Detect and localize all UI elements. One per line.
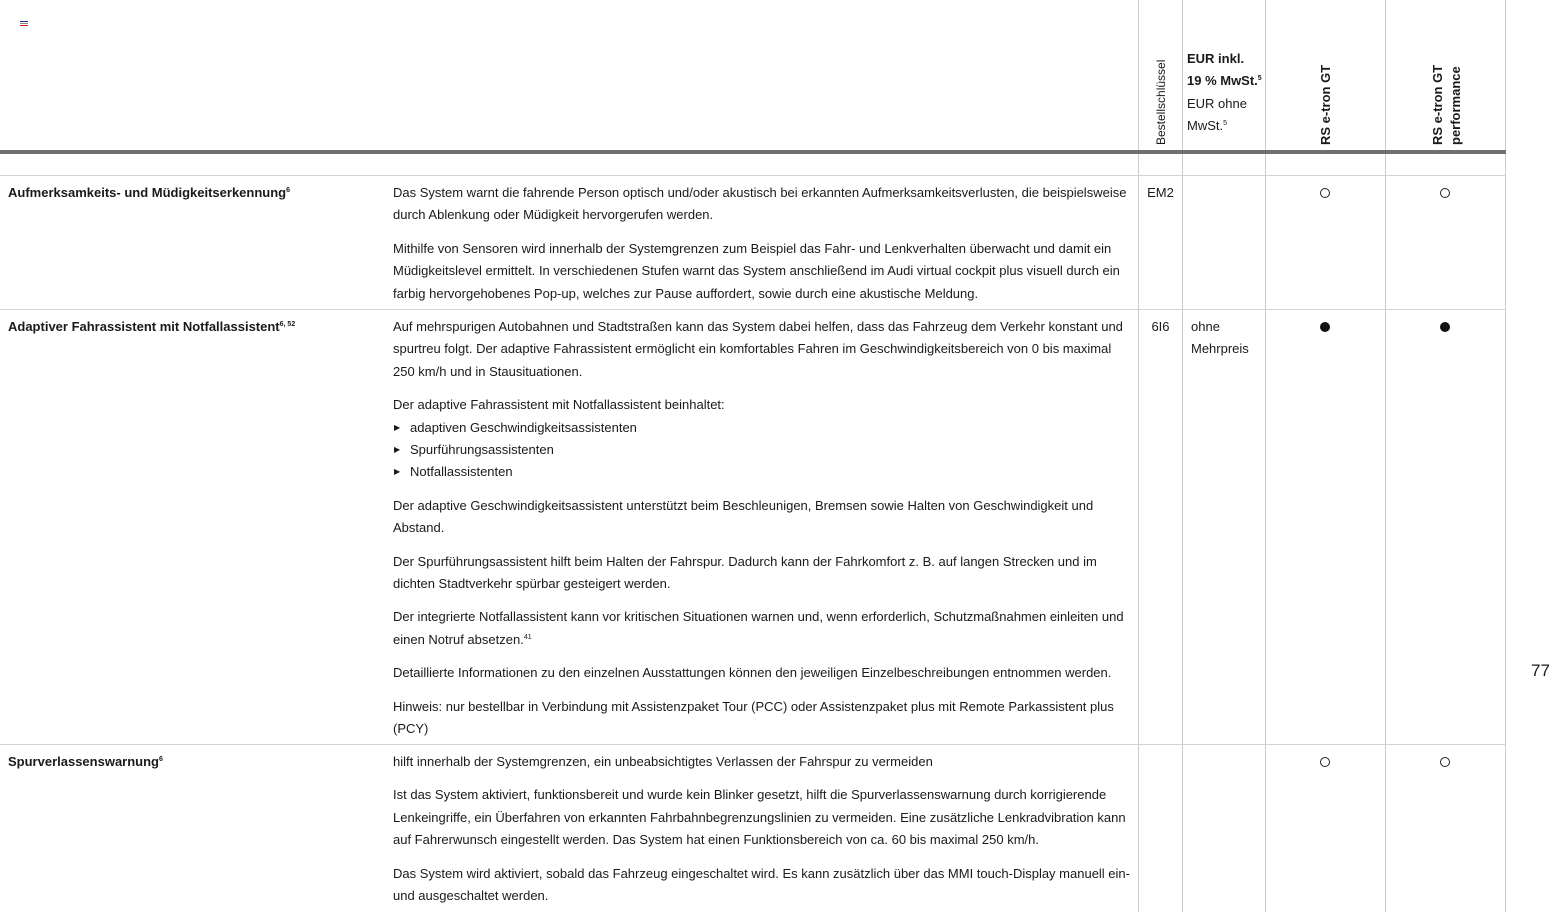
- description-paragraph: Der Spurführungsassistent hilft beim Halten der Fahrspur. Dadurch kann der Fahrkomfort z. B. auf langen Strecken und im dichten Stadtverkehr spürbar gesteigert werden.: [393, 553, 1097, 592]
- page-number: 77: [1531, 661, 1550, 680]
- header-model2-line1: RS e-tron GT: [1430, 64, 1445, 145]
- feature-sup: 6: [159, 756, 163, 763]
- header-model2-line2: performance: [1448, 66, 1463, 145]
- description-paragraph: [393, 606, 1133, 651]
- list-intro: Der adaptive Fahrassistent mit Notfallassistent beinhaltet:: [393, 397, 725, 413]
- feature-description: [393, 182, 1133, 316]
- list-item: [393, 417, 1133, 439]
- column-divider: [1138, 0, 1139, 912]
- standard-icon: [1320, 322, 1330, 332]
- header-price: [1187, 48, 1267, 138]
- feature-description: [393, 751, 1133, 918]
- bullet-triangle-icon: ▶: [394, 422, 401, 432]
- price-line2: Mehrpreis: [1191, 341, 1249, 357]
- description-paragraph: Detaillierte Informationen zu den einzelnen Ausstattungen können den jeweiligen Einzelbeschreibungen entnommen werden.: [393, 665, 1112, 681]
- description-paragraph: Ist das System aktiviert, funktionsbereit und wurde kein Blinker gesetzt, hilft die Spurverlassenswarnung durch korrigierende Lenkeingriffe, ein Überfahren von erkannten Fahrbahnbegrenzungslinien zu vermeiden. Eine zusätzliche Lenkradvibration kann auf Fahrerwunsch eingestellt werden. Das System hat einen Funktionsbereich von ca. 60 bis maximal 250 km/h.: [393, 787, 1126, 848]
- list-item: [393, 461, 1133, 483]
- optional-icon: [1440, 188, 1450, 198]
- list-item-text: Spurführungsassistenten: [410, 442, 554, 458]
- price-line1: ohne: [1191, 319, 1220, 334]
- bullet-triangle-icon: ▶: [394, 467, 401, 477]
- list-item: [393, 439, 1133, 461]
- feature-sup: 6: [286, 187, 291, 194]
- feature-title: [8, 316, 295, 338]
- description-paragraph: Auf mehrspurigen Autobahnen und Stadtstraßen kann das System dabei helfen, dass das Fahrzeug dem Verkehr konstant und spurtreu folgt. Der adaptive Fahrassistent ermöglicht ein komfortables Fahren im Geschwindigkeitsbereich von 0 bis maximal 250 km/h und in Stausituationen.: [393, 319, 1123, 379]
- feature-title: [8, 182, 290, 204]
- price-excl-line2: MwSt.: [1187, 118, 1224, 134]
- feature-title-text: Adaptiver Fahrassistent mit Notfallassistent: [8, 319, 280, 334]
- price-incl-line2: 19 % MwSt.: [1187, 73, 1258, 89]
- feature-sup: 6, 52: [279, 321, 296, 328]
- header-rule: [0, 150, 1506, 154]
- order-code: 6I6: [1151, 319, 1170, 334]
- order-code: EM2: [1147, 185, 1174, 200]
- description-paragraph: hilft innerhalb der Systemgrenzen, ein unbeabsichtigtes Verlassen der Fahrspur zu vermeiden: [393, 754, 933, 769]
- description-paragraph: Das System warnt die fahrende Person optisch und/oder akustisch bei erkannten Aufmerksamkeitsverlusten, die beispielsweise durch Ablenkung oder Müdigkeit hervorgerufen werden.: [393, 185, 1127, 223]
- description-paragraph: Das System wird aktiviert, sobald das Fahrzeug eingeschaltet wird. Es kann zusätzlich über das MMI touch-Display manuell ein- und ausgeschaltet werden.: [393, 865, 1130, 904]
- description-paragraph: Hinweis: nur bestellbar in Verbindung mit Assistenzpaket Tour (PCC) oder Assistenzpaket plus mit Remote Parkassistent plus (PCY): [393, 698, 1114, 737]
- feature-title-text: Spurverlassenswarnung: [8, 754, 159, 769]
- description-paragraph: Der adaptive Geschwindigkeitsassistent unterstützt beim Beschleunigen, Bremsen sowie Halten von Geschwindigkeit und Abstand.: [393, 497, 1094, 536]
- price-incl-sup: 5: [1257, 75, 1262, 83]
- bullet-triangle-icon: ▶: [394, 445, 401, 455]
- row-separator: [0, 175, 1506, 176]
- price-excl-line1: EUR ohne: [1187, 95, 1247, 111]
- description-paragraph: Mithilfe von Sensoren wird innerhalb der Systemgrenzen zum Beispiel das Fahr- und Lenkverhalten überwacht und damit ein Müdigkeitslevel ermittelt. In verschiedenen Stufen warnt das System anschließend im Audi virtual cockpit plus visuell durch ein farbig hervorgehobenes Pop-up, welches zur Pause auffordert, sowie durch eine akustische Meldung.: [393, 240, 1120, 301]
- column-divider: [1182, 0, 1183, 912]
- feature-title-text: Aufmerksamkeits- und Müdigkeitserkennung: [8, 185, 287, 200]
- header-model1: RS e-tron GT: [1318, 64, 1333, 145]
- price-excl-sup: 5: [1223, 120, 1228, 128]
- list-item-text: adaptiven Geschwindigkeitsassistenten: [410, 419, 637, 435]
- menu-icon[interactable]: [20, 21, 28, 27]
- footnote-sup: 41: [523, 633, 532, 641]
- optional-icon: [1440, 757, 1450, 767]
- price-incl-line1: EUR inkl.: [1187, 51, 1245, 66]
- price-cell: [1191, 316, 1261, 361]
- feature-title: [8, 751, 163, 773]
- feature-description: [393, 316, 1133, 752]
- feature-list: [393, 417, 1133, 484]
- list-item-text: Notfallassistenten: [410, 464, 513, 480]
- standard-icon: [1440, 322, 1450, 332]
- optional-icon: [1320, 188, 1330, 198]
- column-divider: [1385, 0, 1386, 912]
- column-divider: [1505, 0, 1506, 912]
- paragraph-text: Der integrierte Notfallassistent kann vor kritischen Situationen warnen und, wenn erforderlich, Schutzmaßnahmen einleiten und einen Notruf absetzen.: [393, 609, 1124, 647]
- optional-icon: [1320, 757, 1330, 767]
- header-code: Bestellschlüssel: [1154, 59, 1168, 145]
